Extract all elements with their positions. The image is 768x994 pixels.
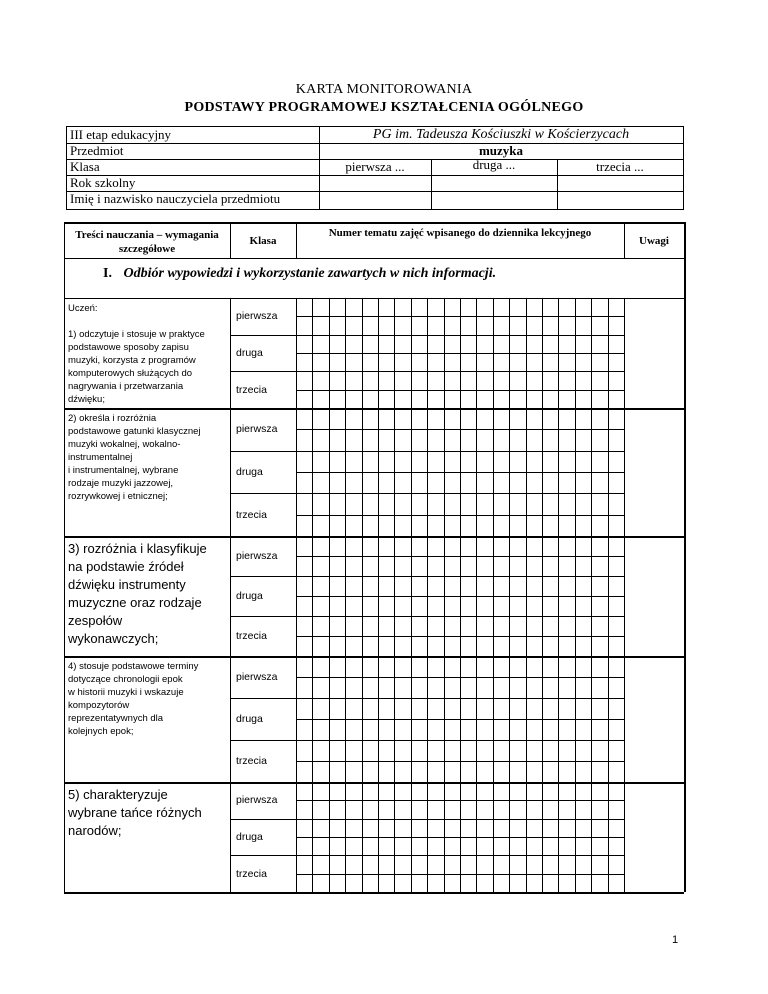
etap-label: III etap edukacyjny xyxy=(70,127,172,142)
requirement-line: instrumentalnej xyxy=(68,452,133,463)
grid-hline xyxy=(296,316,624,317)
requirement-line: muzyki wokalnej, wokalno- xyxy=(68,439,181,450)
requirement-line: dotyczące chronologii epok xyxy=(68,674,183,685)
grid-hline xyxy=(64,258,684,259)
grid-vline xyxy=(624,298,625,892)
klasa-cell-pierwsza: pierwsza xyxy=(236,550,278,562)
requirement-line: kompozytorów xyxy=(68,700,130,711)
grid-hline xyxy=(64,782,684,784)
grid-hline xyxy=(64,656,684,658)
requirement-line: i instrumentalnej, wybrane xyxy=(68,465,179,476)
grid-hline xyxy=(230,451,624,452)
document-title-line1: KARTA MONITOROWANIA xyxy=(295,82,473,97)
grid-hline xyxy=(296,390,624,391)
requirement-line: podstawowe sposoby zapisu xyxy=(68,342,189,353)
grid-vline xyxy=(312,298,313,892)
requirement-line: 1) odczytuje i stosuje w praktyce xyxy=(68,329,205,340)
requirement-line: muzyki, korzysta z programów xyxy=(68,355,196,366)
document-title-line2: PODSTAWY PROGRAMOWEJ KSZTAŁCENIA OGÓLNEGO xyxy=(184,100,584,115)
grid-vline xyxy=(345,298,346,892)
grid-vline xyxy=(509,298,510,892)
grid-vline xyxy=(493,298,494,892)
grid-vline xyxy=(542,298,543,892)
klasa-cell-trzecia: trzecia xyxy=(236,755,267,767)
grid-vline xyxy=(684,222,686,892)
requirement-line: 5) charakteryzuje xyxy=(68,787,168,802)
section-heading xyxy=(64,266,496,282)
grid-hline xyxy=(296,874,624,875)
klasa-druga: druga ... xyxy=(472,157,516,172)
grid-hline xyxy=(296,677,624,678)
requirement-4 xyxy=(68,660,226,738)
grid-hline xyxy=(64,892,684,894)
grid-hline xyxy=(296,556,624,557)
grid-hline xyxy=(230,576,624,577)
klasa-cell-trzecia: trzecia xyxy=(236,630,267,642)
grid-vline xyxy=(526,298,527,892)
klasa-cell-pierwsza: pierwsza xyxy=(236,423,278,436)
klasa-pierwsza: pierwsza ... xyxy=(345,159,405,174)
requirement-line: na podstawie źródeł xyxy=(68,559,184,574)
grid-hline xyxy=(296,429,624,430)
grid-hline xyxy=(296,761,624,762)
klasa-cell-druga: druga xyxy=(236,347,263,359)
nauczyciel-label: Imię i nazwisko nauczyciela przedmiotu xyxy=(70,191,281,206)
requirement-line: reprezentatywnych dla xyxy=(68,713,164,724)
requirement-5 xyxy=(68,786,226,840)
col-header-klasa: Klasa xyxy=(249,235,277,247)
grid-hline xyxy=(296,596,624,597)
grid-vline xyxy=(411,298,412,892)
grid-vline xyxy=(608,298,609,892)
klasa-cell-druga: druga xyxy=(236,831,263,843)
monitoring-table xyxy=(64,222,684,892)
grid-vline xyxy=(591,298,592,892)
grid-hline xyxy=(64,536,684,538)
requirement-line: rozrywkowej i etnicznej; xyxy=(68,491,168,502)
grid-hline xyxy=(64,408,684,410)
col-header-numer: Numer tematu zajęć wpisanego do dziennika lekcyjnego xyxy=(328,227,592,239)
grid-vline xyxy=(230,222,231,258)
grid-hline xyxy=(296,472,624,473)
grid-hline xyxy=(230,740,624,741)
requirement-line: Uczeń: xyxy=(68,303,98,314)
requirement-1 xyxy=(68,302,226,406)
grid-vline xyxy=(444,298,445,892)
col-header-tresci: Treści nauczania – wymagania szczegółowe xyxy=(75,229,219,255)
grid-vline xyxy=(296,298,297,892)
grid-vline xyxy=(64,222,65,892)
rok-label: Rok szkolny xyxy=(70,175,136,190)
requirement-line: nagrywania i przetwarzania xyxy=(68,381,184,392)
przedmiot-value: muzyka xyxy=(478,143,524,158)
section-title: Odbiór wypowiedzi i wykorzystanie zawartych w nich informacji. xyxy=(123,266,497,281)
grid-vline xyxy=(575,298,576,892)
grid-hline xyxy=(230,493,624,494)
przedmiot-label: Przedmiot xyxy=(70,143,124,158)
requirement-line: dźwięku instrumenty xyxy=(68,577,186,592)
klasa-cell-trzecia: trzecia xyxy=(236,867,267,880)
requirement-line: komputerowych służących do xyxy=(68,368,193,379)
grid-vline xyxy=(362,298,363,892)
grid-vline xyxy=(394,298,395,892)
grid-vline xyxy=(329,298,330,892)
requirement-line: 4) stosuje podstawowe terminy xyxy=(68,661,199,672)
requirement-3 xyxy=(68,540,226,648)
requirement-line: rodzaje muzyki jazzowej, xyxy=(68,478,174,489)
requirement-line: narodów; xyxy=(68,823,122,838)
requirement-line: wykonawczych; xyxy=(68,631,159,646)
grid-vline xyxy=(296,222,297,258)
grid-vline xyxy=(558,298,559,892)
requirement-line: dźwięku; xyxy=(68,394,105,405)
grid-hline xyxy=(296,719,624,720)
klasa-cell-trzecia: trzecia xyxy=(236,383,267,396)
grid-hline xyxy=(64,222,684,224)
klasa-cell-pierwsza: pierwsza xyxy=(236,310,278,323)
grid-hline xyxy=(296,353,624,354)
grid-vline xyxy=(476,298,477,892)
klasa-cell-druga: druga xyxy=(236,713,263,725)
grid-vline xyxy=(378,298,379,892)
requirement-line: muzyczne oraz rodzaje xyxy=(68,595,202,610)
grid-hline xyxy=(230,335,624,336)
grid-hline xyxy=(230,698,624,699)
grid-vline xyxy=(427,298,428,892)
grid-hline xyxy=(230,819,624,820)
page-number: 1 xyxy=(672,934,679,946)
col-header-uwagi: Uwagi xyxy=(639,235,669,247)
requirement-line: podstawowe gatunki klasycznej xyxy=(68,426,201,437)
requirement-line: 3) rozróżnia i klasyfikuje xyxy=(68,541,207,556)
klasa-cell-pierwsza: pierwsza xyxy=(236,794,278,807)
grid-vline xyxy=(230,298,231,892)
requirement-line: zespołów xyxy=(68,613,123,628)
grid-hline xyxy=(230,616,624,617)
section-number: I. xyxy=(103,266,112,281)
klasa-cell-trzecia: trzecia xyxy=(236,508,267,521)
requirement-line: 2) określa i rozróżnia xyxy=(68,413,157,424)
requirement-line: w historii muzyki i wskazuje xyxy=(68,687,184,698)
grid-hline xyxy=(296,636,624,637)
grid-hline xyxy=(230,855,624,856)
klasa-cell-druga: druga xyxy=(236,466,263,478)
klasa-cell-pierwsza: pierwsza xyxy=(236,671,278,683)
requirement-line xyxy=(68,315,226,328)
grid-hline xyxy=(296,800,624,801)
grid-vline xyxy=(460,298,461,892)
requirement-2 xyxy=(68,412,226,503)
requirement-line: wybrane tańce różnych xyxy=(68,805,202,820)
klasa-trzecia: trzecia ... xyxy=(596,159,644,174)
school-name: PG im. Tadeusza Kościuszki w Kościerzycach xyxy=(372,127,630,142)
grid-hline xyxy=(296,515,624,516)
requirement-line: kolejnych epok; xyxy=(68,726,134,737)
klasa-cell-druga: druga xyxy=(236,590,263,602)
header-table xyxy=(66,126,684,210)
klasa-label: Klasa xyxy=(70,159,100,174)
grid-hline xyxy=(230,371,624,372)
grid-hline xyxy=(296,837,624,838)
